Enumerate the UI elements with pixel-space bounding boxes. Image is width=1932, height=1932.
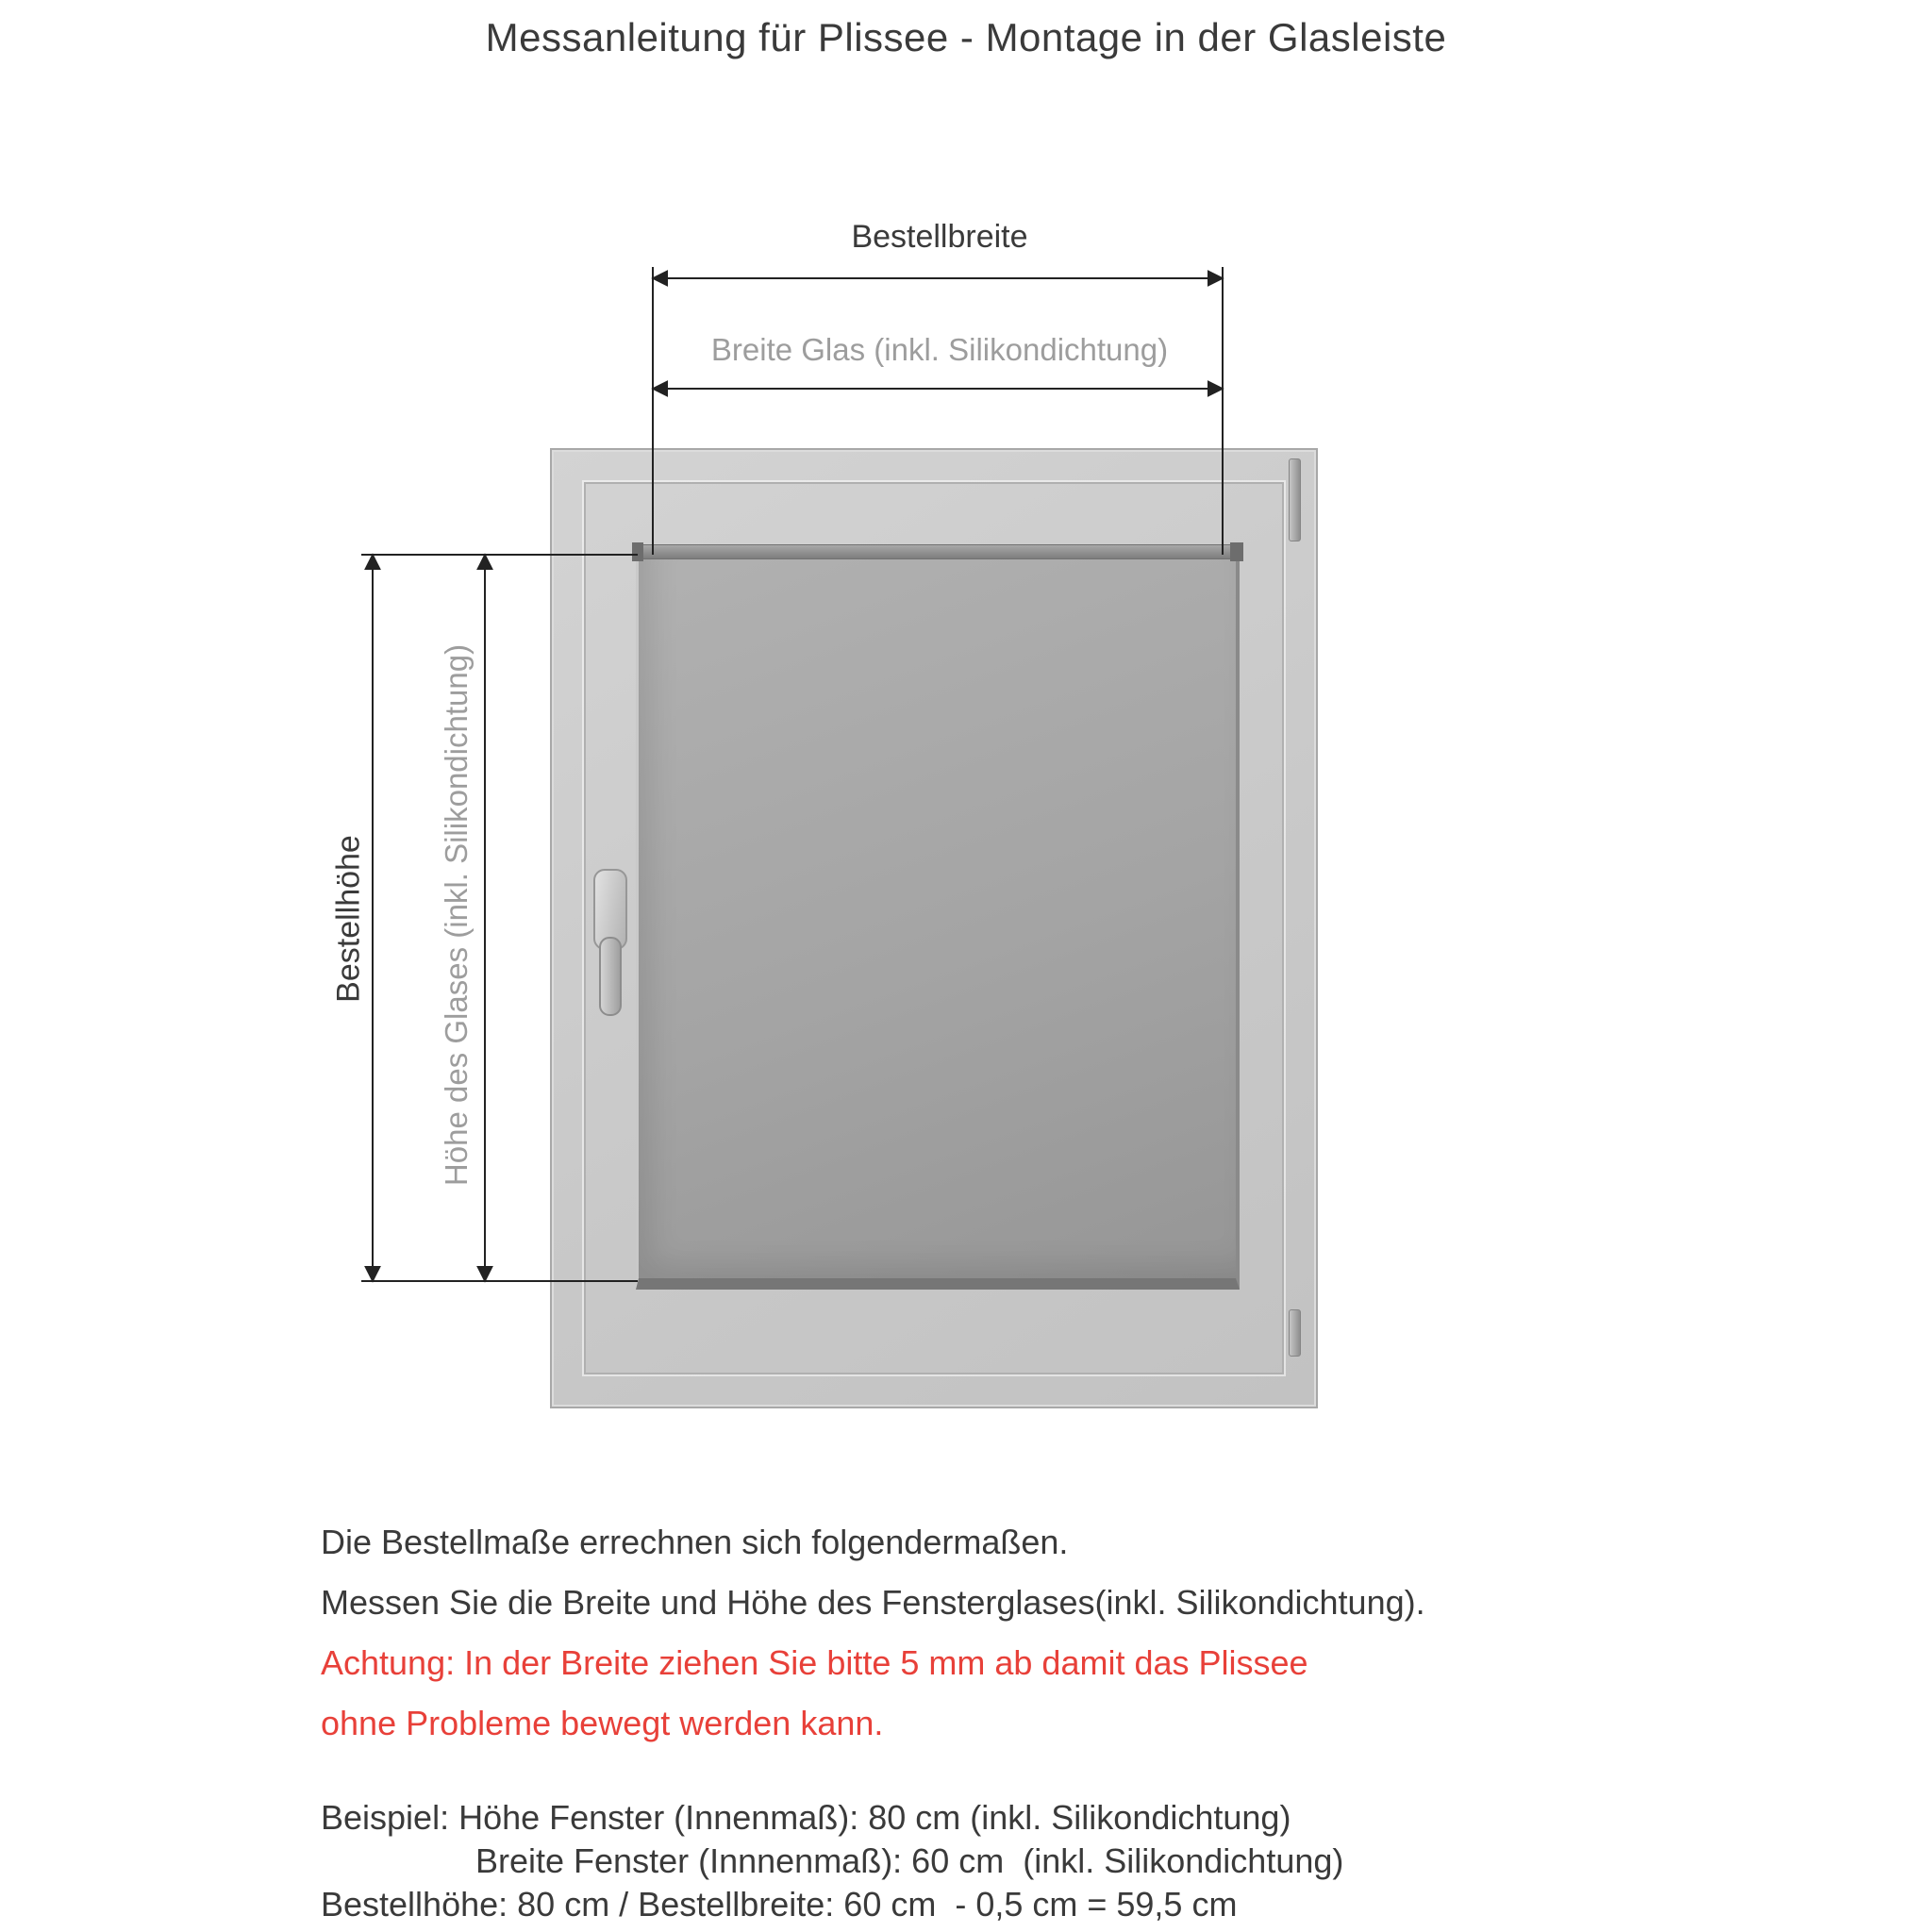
- instruction-line-1: Die Bestellmaße errechnen sich folgendermaßen.: [321, 1523, 1069, 1561]
- example-line-1: Beispiel: Höhe Fenster (Innenmaß): 80 cm (inkl. Silikondichtung): [321, 1798, 1291, 1837]
- example-line-3: Bestellhöhe: 80 cm / Bestellbreite: 60 cm - 0,5 cm = 59,5 cm: [321, 1885, 1238, 1924]
- window-glass: [636, 546, 1240, 1290]
- example-line-2: Breite Fenster (Innnenmaß): 60 cm (inkl. Silikondichtung): [475, 1841, 1344, 1880]
- order-height-label: Bestellhöhe: [330, 835, 367, 1003]
- warning-line-2: ohne Probleme bewegt werden kann.: [321, 1704, 884, 1742]
- glass-width-label: Breite Glas (inkl. Silikondichtung): [710, 332, 1169, 367]
- rail-end-cap-right-icon: [1230, 542, 1243, 561]
- window-hinge-bottom: [1289, 1309, 1301, 1357]
- warning-line-1: Achtung: In der Breite ziehen Sie bitte 5 mm ab damit das Plissee: [321, 1643, 1308, 1682]
- window-handle-grip: [599, 937, 622, 1016]
- instruction-line-2: Messen Sie die Breite und Höhe des Fensterglases(inkl. Silikondichtung).: [321, 1583, 1425, 1622]
- glass-height-label: Höhe des Glases (inkl. Silikondichtung): [439, 643, 474, 1187]
- window-hinge-top: [1289, 458, 1301, 541]
- rail-end-cap-left-icon: [632, 542, 643, 561]
- order-width-label: Bestellbreite: [851, 219, 1028, 255]
- page-title: Messanleitung für Plissee - Montage in der Glasleiste: [485, 15, 1447, 59]
- plissee-top-rail: [632, 544, 1243, 559]
